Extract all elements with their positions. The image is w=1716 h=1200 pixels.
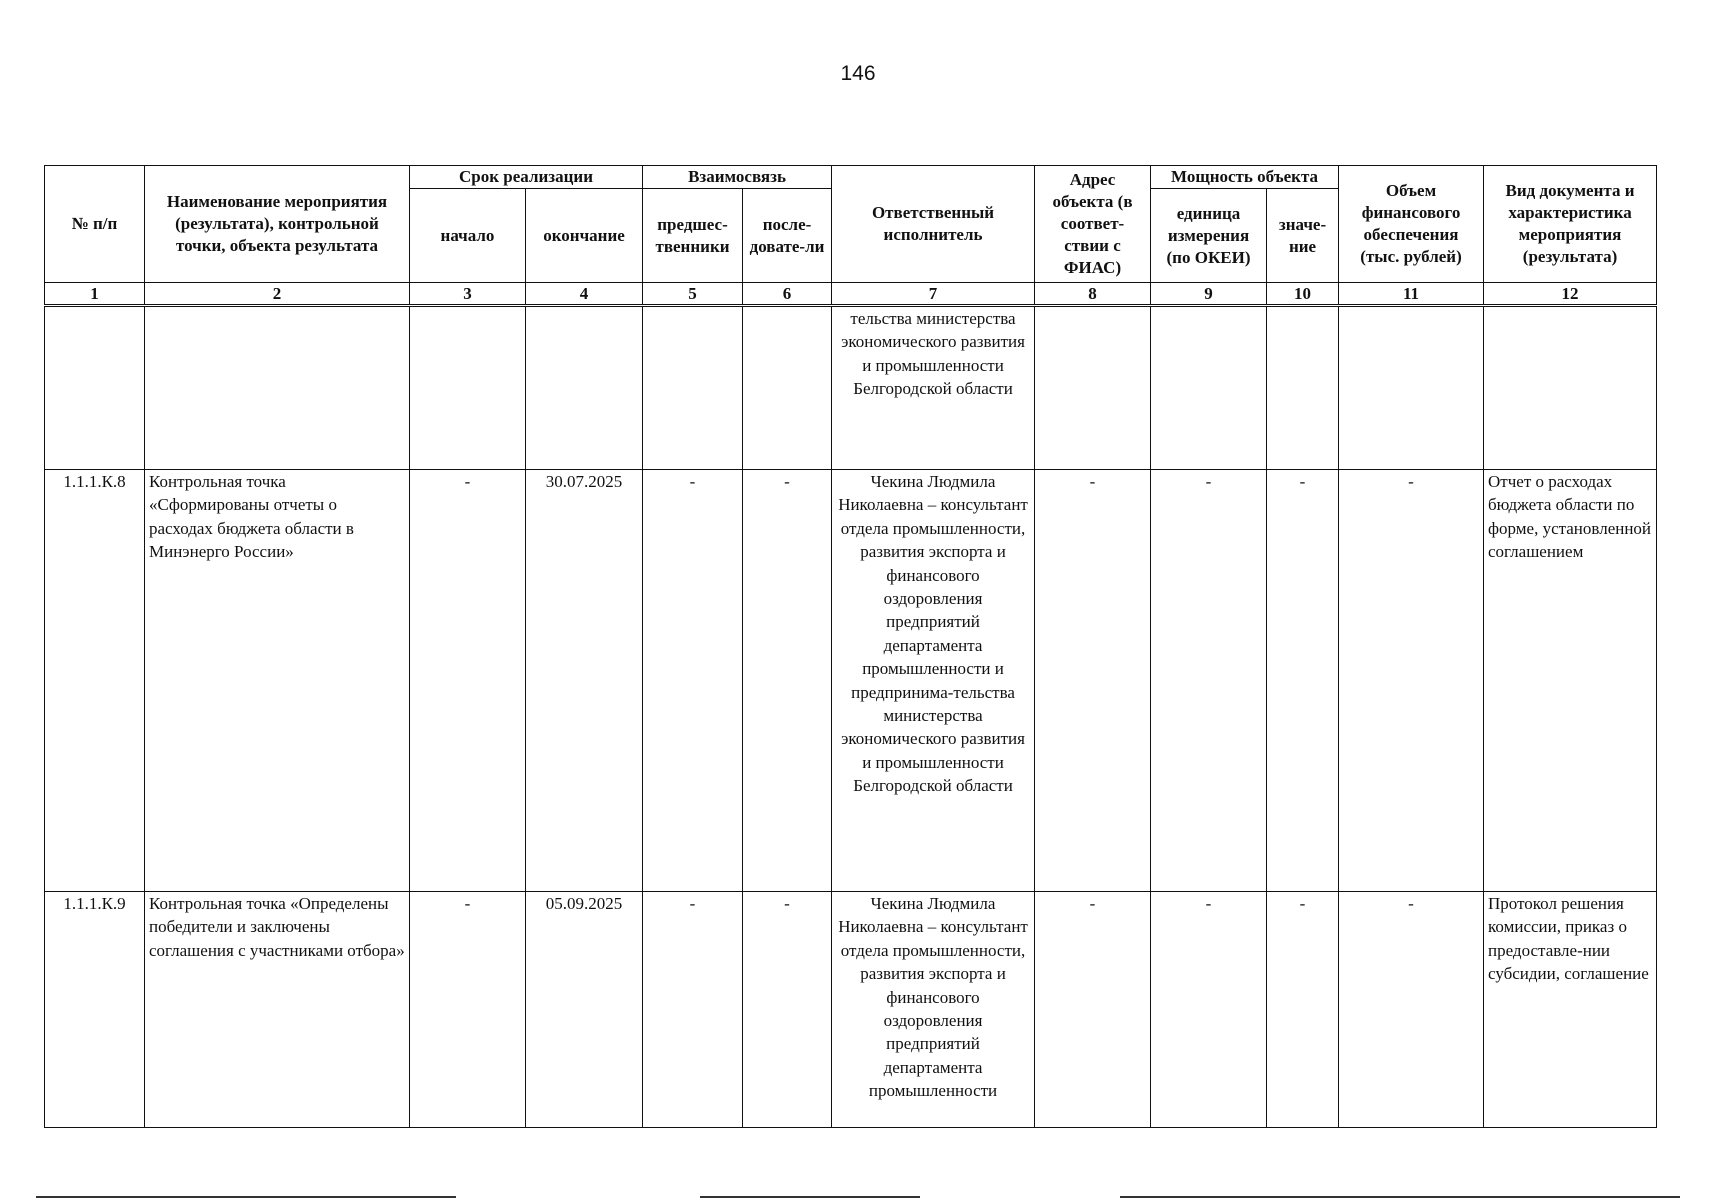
col-number: 8 <box>1035 283 1151 306</box>
header-responsible: Ответственный исполнитель <box>832 166 1035 283</box>
header-end: окончание <box>526 189 643 283</box>
row-value: - <box>1267 892 1339 1128</box>
table-row <box>45 892 1657 1128</box>
header-finance: Объем финансового обеспечения (тыс. рублей) <box>1339 166 1484 283</box>
header-relation-group: Взаимосвязь <box>643 166 832 189</box>
scan-edge-line <box>700 1196 920 1198</box>
row-name: Контрольная точка «Сформированы отчеты о расходах бюджета области в Минэнерго России» <box>145 470 410 892</box>
table-header <box>45 166 1657 306</box>
header-capacity-group: Мощность объекта <box>1151 166 1339 189</box>
header-num: № п/п <box>45 166 145 283</box>
row-document <box>1484 306 1657 470</box>
row-name <box>145 306 410 470</box>
row-address: - <box>1035 892 1151 1128</box>
row-responsible: Чекина Людмила Николаевна – консультант отдела промышленности, развития экспорта и финансового оздоровления предприятий департамента промышленности и предпринима-тельства министерства экономического развития и промышленности Белгородской области <box>832 470 1035 892</box>
header-successors: после-довате-ли <box>743 189 832 283</box>
row-end: 30.07.2025 <box>526 470 643 892</box>
row-name: Контрольная точка «Определены победители и заключены соглашения с участниками отбора» <box>145 892 410 1128</box>
row-num: 1.1.1.К.9 <box>45 892 145 1128</box>
activities-table <box>44 165 1657 1128</box>
col-number: 6 <box>743 283 832 306</box>
col-number: 7 <box>832 283 1035 306</box>
scan-edge-line <box>1120 1196 1680 1198</box>
row-start <box>410 306 526 470</box>
row-successors: - <box>743 892 832 1128</box>
col-number: 1 <box>45 283 145 306</box>
col-number: 10 <box>1267 283 1339 306</box>
row-value: - <box>1267 470 1339 892</box>
header-value: значе-ние <box>1267 189 1339 283</box>
header-start: начало <box>410 189 526 283</box>
scan-edge-line <box>36 1196 456 1198</box>
row-unit: - <box>1151 470 1267 892</box>
header-unit: единица измерения (по ОКЕИ) <box>1151 189 1267 283</box>
header-row-1 <box>45 166 1657 189</box>
header-numbers-row <box>45 283 1657 306</box>
page-number: 146 <box>840 62 876 85</box>
header-predecessors: предшес-твенники <box>643 189 743 283</box>
table-row <box>45 470 1657 892</box>
row-predecessors: - <box>643 892 743 1128</box>
row-unit: - <box>1151 892 1267 1128</box>
row-num <box>45 306 145 470</box>
row-address <box>1035 306 1151 470</box>
row-finance: - <box>1339 892 1484 1128</box>
row-responsible: тельства министерства экономического развития и промышленности Белгородской области <box>832 306 1035 470</box>
row-finance: - <box>1339 470 1484 892</box>
row-start: - <box>410 892 526 1128</box>
row-end: 05.09.2025 <box>526 892 643 1128</box>
row-predecessors: - <box>643 470 743 892</box>
row-start: - <box>410 470 526 892</box>
col-number: 2 <box>145 283 410 306</box>
row-responsible: Чекина Людмила Николаевна – консультант отдела промышленности, развития экспорта и финансового оздоровления предприятий департамента промышленности <box>832 892 1035 1128</box>
row-successors: - <box>743 470 832 892</box>
header-address: Адрес объекта (в соответ-ствии с ФИАС) <box>1035 166 1151 283</box>
header-name: Наименование мероприятия (результата), контрольной точки, объекта результата <box>145 166 410 283</box>
col-number: 12 <box>1484 283 1657 306</box>
row-end <box>526 306 643 470</box>
row-unit <box>1151 306 1267 470</box>
col-number: 5 <box>643 283 743 306</box>
row-document: Протокол решения комиссии, приказ о предоставле-нии субсидии, соглашение <box>1484 892 1657 1128</box>
row-document: Отчет о расходах бюджета области по форме, установленной соглашением <box>1484 470 1657 892</box>
row-predecessors <box>643 306 743 470</box>
col-number: 3 <box>410 283 526 306</box>
col-number: 11 <box>1339 283 1484 306</box>
col-number: 9 <box>1151 283 1267 306</box>
row-address: - <box>1035 470 1151 892</box>
row-value <box>1267 306 1339 470</box>
header-document: Вид документа и характеристика мероприятия (результата) <box>1484 166 1657 283</box>
row-successors <box>743 306 832 470</box>
header-period-group: Срок реализации <box>410 166 643 189</box>
col-number: 4 <box>526 283 643 306</box>
table-row <box>45 306 1657 470</box>
row-finance <box>1339 306 1484 470</box>
row-num: 1.1.1.К.8 <box>45 470 145 892</box>
